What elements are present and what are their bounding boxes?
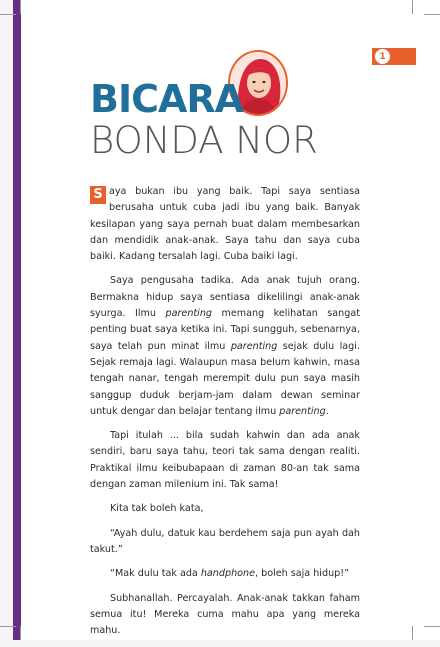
- italic-term: parenting: [165, 308, 212, 320]
- paragraph-3: Tapi itulah ... bila sudah kahwin dan ada anak sendiri, baru saya tahu, teori tak sama dengan realiti. Praktikal ilmu keibubapaan di zaman 80-an tak sama dengan zaman milenium ini. Tak sama!: [90, 430, 360, 491]
- crop-mark: [412, 0, 413, 14]
- paragraph-5: “Ayah dulu, datuk kau berdehem saja pun ayah dah takut.”: [90, 527, 360, 555]
- paragraph-6-text: “Mak dulu tak ada: [110, 568, 201, 580]
- paragraph-2-text: .: [325, 405, 329, 417]
- drop-cap: S: [90, 186, 106, 204]
- paragraph-2-text: memang kelihatan sangat penting buat saya ketika ini. Tapi sungguh, sebenarnya, saya telah pun minat ilmu: [90, 308, 360, 352]
- page-number: 1: [375, 49, 390, 64]
- page-number-badge: [372, 48, 416, 65]
- paragraph-4: Kita tak boleh kata,: [110, 503, 204, 515]
- paragraph-1: [90, 184, 360, 265]
- title-line-1: BICARA: [90, 77, 244, 121]
- italic-term: handphone: [200, 568, 255, 580]
- crop-mark: [0, 626, 16, 627]
- paragraph-2: [90, 273, 360, 420]
- paragraph-6: [90, 566, 360, 582]
- crop-mark: [20, 626, 21, 640]
- paragraph-2-text: sejak dulu lagi. Sejak remaja lagi. Walaupun masa belum kahwin, masa tengah nanar, tengah merempit dulu pun saya masih sanggup duduk berjam-jam dalam dewan seminar untuk dengar dan belajar tentang ilmu: [90, 340, 360, 417]
- crop-mark: [20, 0, 21, 14]
- paragraph-1-text: aya bukan ibu yang baik. Tapi saya sentiasa berusaha untuk cuba jadi ibu yang baik. Banyak kesilapan yang saya pernah buat dalam membesarkan dan mendidik anak-anak. Saya tahu dan saya cuba baiki. Kadang tersalah lagi. Cuba baiki lagi.: [90, 186, 360, 263]
- title-line-2: BONDA NOR: [90, 119, 318, 162]
- crop-mark: [424, 14, 440, 15]
- paragraph-6-text: , boleh saja hidup!”: [255, 568, 350, 580]
- page-spine: [13, 0, 21, 640]
- crop-mark: [0, 14, 16, 15]
- paragraph-7: Subhanallah. Percayalah. Anak-anak takkan faham semua itu! Mereka cuma mahu apa yang mereka mahu.: [90, 592, 360, 637]
- paragraph-2-text: Saya pengusaha tadika. Ada anak tujuh orang. Bermakna hidup saya sentiasa dikelilingi anak-anak syurga. Ilmu: [90, 275, 360, 320]
- italic-term: parenting: [279, 405, 326, 417]
- article-body: [90, 184, 360, 647]
- crop-mark: [412, 626, 413, 640]
- italic-term: parenting: [230, 340, 278, 352]
- crop-mark: [424, 626, 440, 627]
